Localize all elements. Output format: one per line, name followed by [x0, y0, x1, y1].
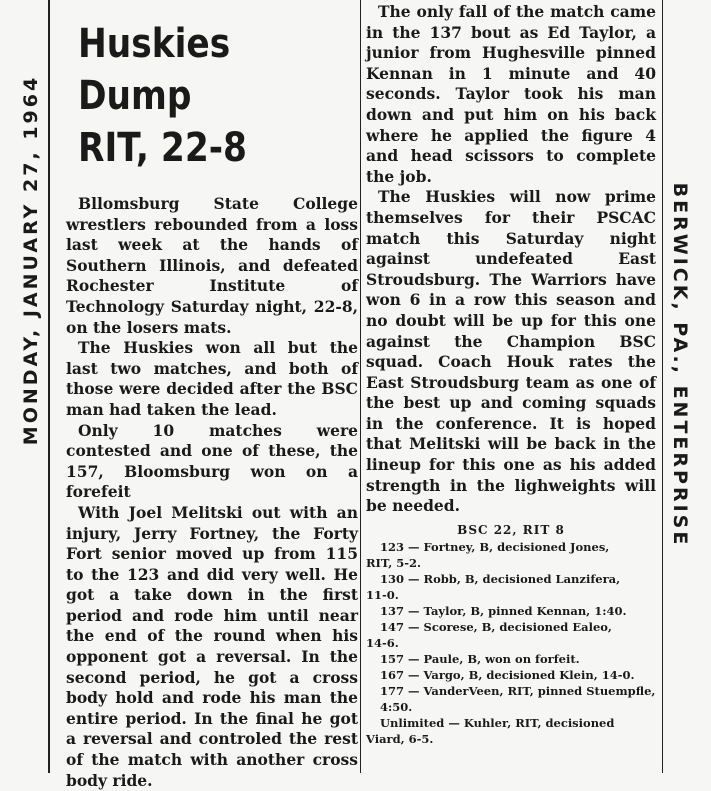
- paragraph: Bllomsburg State College wrestlers rebounded from a loss last week at the hands of Southern Illinois, and defeated Rochester Institute of Technology Saturday night, 22-8, on the losers mats.: [66, 194, 358, 337]
- newspaper-name-label: BERWICK, PA., ENTERPRISE: [669, 182, 691, 548]
- paragraph: The only fall of the match came in the 137 bout as Ed Taylor, a junior from Hughesville pinned Kennan in 1 minute and 40 seconds. Taylor took his man down and put him on his back where he applied the figure 4 and head scissors to complete the job.: [366, 2, 656, 186]
- headline-line-1: Huskies Dump: [78, 21, 231, 119]
- result-line: 130 — Robb, B, decisioned Lanzifera,: [380, 571, 621, 586]
- article-column-1: [66, 18, 358, 791]
- result-line: 147 — Scorese, B, decisioned Ealeo,: [380, 619, 612, 634]
- results-title: BSC 22, RIT 8: [457, 522, 565, 537]
- result-line-cont: 11-0.: [366, 587, 399, 602]
- result-line-cont: 14-6.: [366, 635, 399, 650]
- column-divider: [360, 0, 361, 773]
- result-line: 177 — VanderVeen, RIT, pinned Stuempfle, 4:50.: [380, 683, 656, 714]
- paragraph: With Joel Melitski out with an injury, Jerry Fortney, the Forty Fort senior moved up from 115 to the 123 and did very well. He got a take down in the first period and rode him until near the end of the round when his opponent got a reversal. In the second period, he got a cross body hold and rode his man the entire period. In the final he got a reversal and controled the rest of the match with another cross body ride.: [66, 502, 358, 790]
- paragraph: Only 10 matches were contested and one of these, the 157, Bloomsburg won on a forefeit: [66, 420, 358, 502]
- result-line: 123 — Fortney, B, decisioned Jones,: [380, 539, 610, 554]
- headline: [78, 18, 319, 174]
- article-column-2: [366, 2, 656, 747]
- date-margin-label: MONDAY, JANUARY 27, 1964: [20, 74, 42, 446]
- paragraph: The Huskies won all but the last two matches, and both of those were decided after the BSC man had taken the lead.: [66, 338, 358, 419]
- result-line-cont: Viard, 6-5.: [366, 731, 434, 746]
- result-line: 157 — Paule, B, won on forfeit.: [380, 651, 580, 666]
- result-line: 137 — Taylor, B, pinned Kennan, 1:40.: [380, 603, 627, 618]
- paragraph: The Huskies will now prime themselves for their PSCAC match this Saturday night against undefeated East Stroudsburg. The Warriors have won 6 in a row this season and no doubt will be up for this one against the Champion BSC squad. Coach Houk rates the East Stroudsburg team as one of the best up and coming squads in the conference. It is hoped that Melitski will be back in the lineup for this one as his added strength in the lighweights will be needed.: [366, 187, 656, 516]
- results-list: [366, 539, 656, 747]
- result-line: 167 — Vargo, B, decisioned Klein, 14-0.: [380, 667, 635, 682]
- right-border-line: [662, 0, 663, 773]
- result-line-cont: RIT, 5-2.: [366, 555, 422, 570]
- headline-line-2: RIT, 22-8: [78, 125, 247, 171]
- result-line: Unlimited — Kuhler, RIT, decisioned: [380, 715, 615, 730]
- left-border-line: [48, 0, 50, 773]
